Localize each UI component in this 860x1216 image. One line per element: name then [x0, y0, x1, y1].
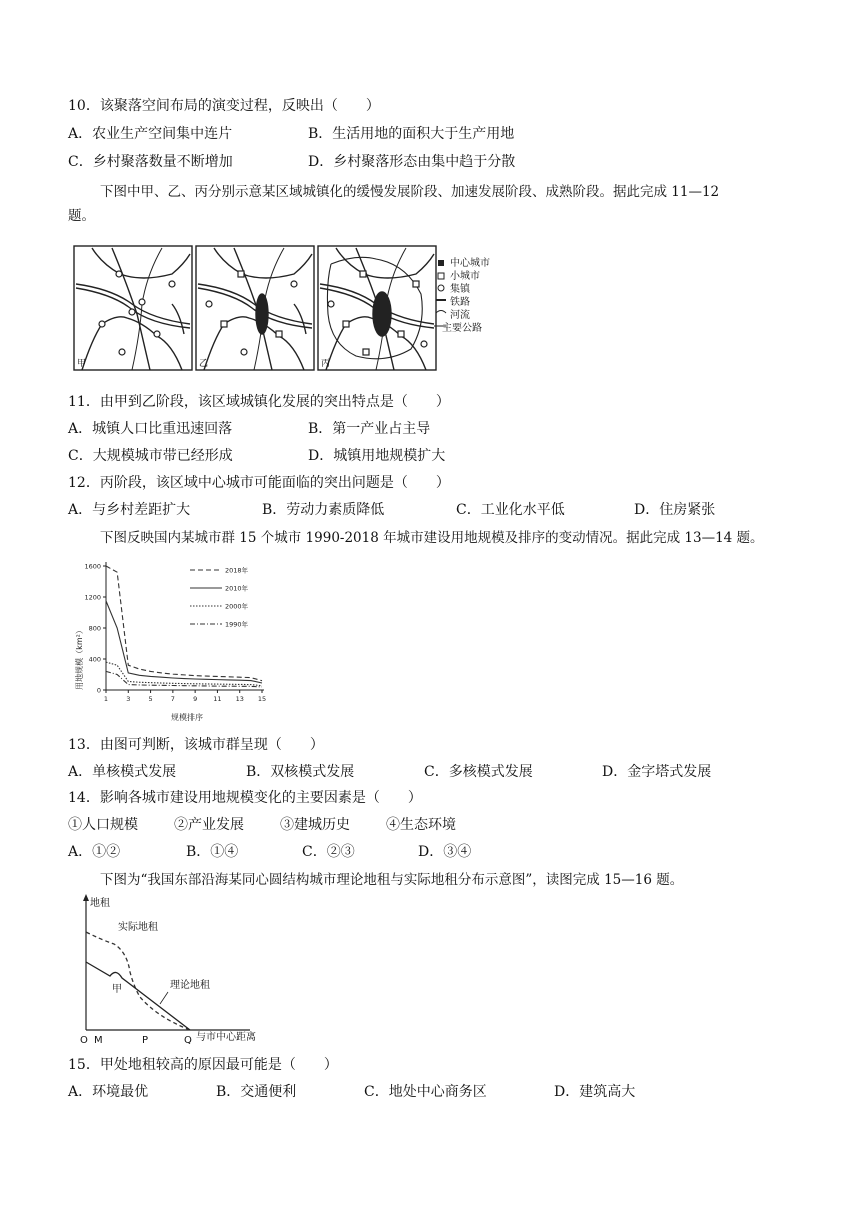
legend-central-city-symbol — [438, 260, 444, 266]
legend-river-symbol — [436, 311, 446, 314]
q14-stem: 14．影响各城市建设用地规模变化的主要因素是（ ） — [68, 790, 422, 806]
intro-11-12-line2: 题。 — [68, 208, 95, 224]
panel-label-bing: 丙 — [321, 359, 331, 369]
q10-option-c: C．乡村聚落数量不断增加 — [68, 154, 233, 170]
legend-town: 集镇 — [450, 284, 470, 295]
map-legend — [434, 256, 490, 334]
q12-option-b: B．劳动力素质降低 — [262, 502, 385, 518]
q10-option-d: D．乡村聚落形态由集中趋于分散 — [308, 154, 516, 170]
q14-option-a: A．①② — [68, 844, 121, 860]
x-tick-q: Q — [184, 1035, 192, 1044]
q12-option-c: C．工业化水平低 — [456, 502, 565, 518]
chart-legend-label-1: 2010年 — [225, 584, 249, 593]
q15-option-d: D．建筑高大 — [554, 1084, 636, 1100]
q11-option-b: B．第一产业占主导 — [308, 421, 431, 437]
legend-central-city: 中心城市 — [450, 258, 490, 269]
legend-town-symbol — [438, 285, 444, 291]
chart-x-tick-label: 7 — [170, 695, 175, 703]
legend-small-city: 小城市 — [450, 271, 480, 282]
theory-rent-label: 理论地租 — [170, 980, 210, 991]
chart-x-tick-label: 13 — [235, 695, 244, 703]
q14-factor-4: ④生态环境 — [386, 817, 456, 833]
q11-option-d: D．城镇用地规模扩大 — [308, 448, 446, 464]
q13-stem: 13．由图可判断，该城市群呈现（ ） — [68, 737, 324, 753]
q10-option-a: A．农业生产空间集中连片 — [68, 126, 233, 142]
q13-option-c: C．多核模式发展 — [424, 764, 533, 780]
theory-rent-pointer — [160, 992, 168, 1004]
chart-y-tick-label: 0 — [96, 686, 101, 695]
chart-ylabel: 用地规模（km²） — [75, 626, 84, 690]
q12-option-a: A．与乡村差距扩大 — [68, 502, 191, 518]
land-rent-figure — [72, 892, 282, 1044]
q15-option-a: A．环境最优 — [68, 1084, 149, 1100]
q14-factor-3: ③建城历史 — [280, 817, 350, 833]
rent-x-label: 与市中心距离 — [196, 1032, 256, 1043]
intro-15-16-line1: 下图为“我国东部沿海某同心圆结构城市理论地租与实际地租分布示意图”，读图完成 15—16 题。 — [100, 872, 684, 888]
panel-label-yi: 乙 — [199, 359, 209, 369]
chart-x-tick-label: 5 — [148, 695, 153, 703]
chart-legend-label-0: 2018年 — [225, 566, 249, 575]
q14-factor-1: ①人口规模 — [68, 817, 138, 833]
q14-option-b: B．①④ — [186, 844, 239, 860]
panel-label-jia: 甲 — [77, 359, 87, 369]
chart-x-tick-label: 15 — [257, 695, 267, 703]
chart-x-tick-label: 3 — [126, 695, 131, 703]
chart-y-tick-label: 400 — [88, 655, 101, 664]
legend-main-road: 主要公路 — [442, 323, 482, 334]
intro-13-14-line1: 下图反映国内某城市群 15 个城市 1990-2018 年城市建设用地规模及排序的变动情况。据此完成 13—14 题。 — [100, 530, 764, 546]
q10-option-b: B．生活用地的面积大于生产用地 — [308, 126, 515, 142]
q14-factor-2: ②产业发展 — [174, 817, 244, 833]
q14-option-c: C．②③ — [302, 844, 355, 860]
q13-option-b: B．双核模式发展 — [246, 764, 355, 780]
q11-option-a: A．城镇人口比重迅速回落 — [68, 421, 233, 437]
q15-option-b: B．交通便利 — [216, 1084, 297, 1100]
chart-xlabel: 规模排序 — [171, 713, 203, 722]
q13-option-a: A．单核模式发展 — [68, 764, 177, 780]
rent-y-label: 地租 — [90, 898, 110, 909]
x-tick-o: O — [80, 1035, 88, 1044]
q15-stem: 15．甲处地租较高的原因最可能是（ ） — [68, 1057, 338, 1073]
urbanization-stage-maps — [72, 244, 502, 374]
theory-rent-line — [86, 962, 190, 1030]
point-jia-label: 甲 — [112, 984, 122, 995]
chart-legend-label-2: 2000年 — [225, 602, 249, 611]
q11-stem: 11．由甲到乙阶段，该区域城镇化发展的突出特点是（ ） — [68, 394, 450, 410]
actual-rent-label: 实际地租 — [118, 922, 158, 933]
chart-x-tick-label: 1 — [103, 695, 109, 703]
x-tick-m: M — [94, 1035, 103, 1044]
rent-y-arrow — [83, 894, 89, 901]
land-scale-chart — [72, 558, 272, 726]
chart-series-1 — [106, 601, 262, 683]
q13-option-d: D．金字塔式发展 — [602, 764, 712, 780]
chart-y-tick-label: 1600 — [84, 562, 101, 571]
legend-river: 河流 — [450, 310, 470, 321]
chart-y-tick-label: 1200 — [84, 593, 101, 602]
chart-legend-label-3: 1990年 — [225, 620, 249, 629]
q12-stem: 12．丙阶段，该区域中心城市可能面临的突出问题是（ ） — [68, 475, 450, 491]
x-tick-p: P — [142, 1035, 149, 1044]
intro-11-12-line1: 下图中甲、乙、丙分别示意某区域城镇化的缓慢发展阶段、加速发展阶段、成熟阶段。据此完成 11—12 — [100, 184, 720, 200]
q11-option-c: C．大规模城市带已经形成 — [68, 448, 233, 464]
q12-option-d: D．住房紧张 — [634, 502, 716, 518]
chart-y-tick-label: 800 — [88, 624, 101, 633]
q14-option-d: D．③④ — [418, 844, 472, 860]
q10-stem: 10．该聚落空间布局的演变过程，反映出（ ） — [68, 98, 380, 114]
q15-option-c: C．地处中心商务区 — [364, 1084, 487, 1100]
chart-x-tick-label: 11 — [213, 695, 222, 703]
legend-railway: 铁路 — [450, 297, 470, 308]
legend-small-city-symbol — [438, 273, 444, 279]
chart-x-tick-label: 9 — [193, 695, 198, 703]
